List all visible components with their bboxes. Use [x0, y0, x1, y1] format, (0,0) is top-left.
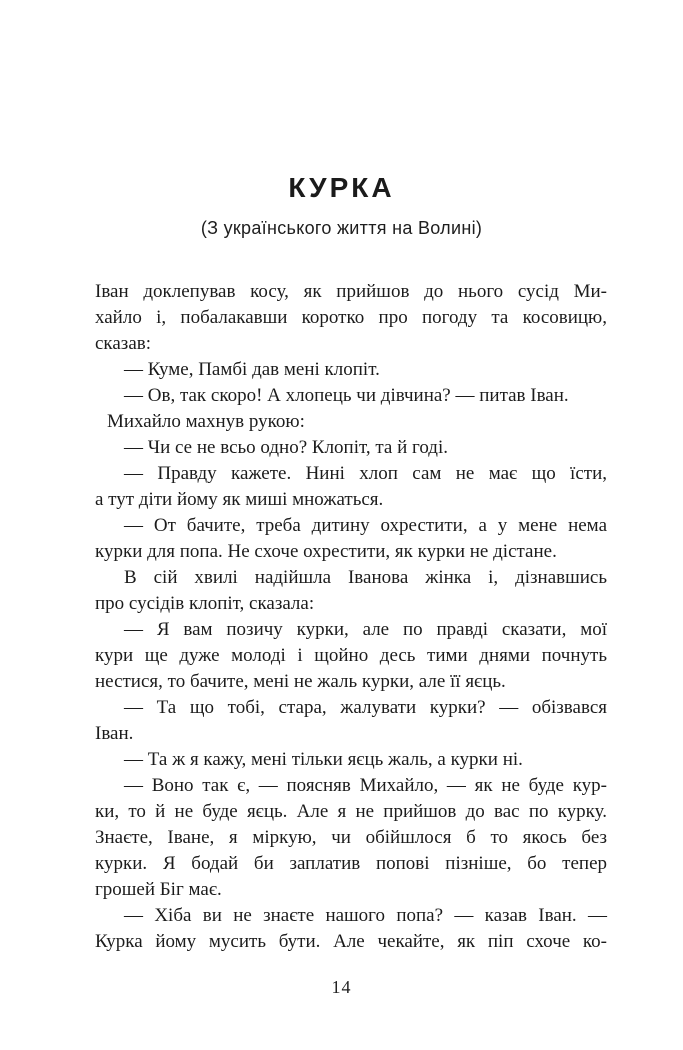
text-line: — Правду кажете. Нині хлоп сам не має що їсти,: [124, 463, 607, 484]
text-line: Іван.: [95, 723, 134, 744]
text-line: ки, то й не буде яєць. Але я не прийшов до вас по курку.: [95, 801, 607, 822]
text-line: — Та що тобі, стара, жалувати курки? — обізвався: [124, 697, 607, 718]
text-line: В сій хвилі надійшла Іванова жінка і, дізнавшись: [124, 567, 607, 588]
body-text: [95, 279, 607, 955]
text-line: хайло і, побалакавши коротко про погоду та косовицю,: [95, 307, 607, 328]
text-line: — Та ж я кажу, мені тільки яєць жаль, а курки ні.: [124, 749, 523, 770]
text-line: курки. Я бодай би заплатив попові пізніше, бо тепер: [95, 853, 607, 874]
text-line: курки для попа. Не схоче охрестити, як курки не дістане.: [95, 541, 557, 562]
text-line: Іван доклепував косу, як прийшов до нього сусід Ми-: [95, 281, 607, 302]
page-subtitle: (З українського життя на Волині): [200, 218, 483, 238]
text-line: — Хіба ви не знаєте нашого попа? — казав Іван. —: [124, 905, 607, 926]
text-line: Михайло махнув рукою:: [107, 411, 305, 432]
text-line: — Ов, так скоро! А хлопець чи дівчина? — питав Іван.: [124, 385, 569, 406]
text-line: нестися, то бачите, мені не жаль курки, але її яєць.: [95, 671, 506, 692]
text-line: кури ще дуже молоді і щойно десь тими днями почнуть: [95, 645, 607, 666]
text-line: — Воно так є, — поясняв Михайло, — як не буде кур-: [124, 775, 607, 796]
text-line: грошей Біг має.: [95, 879, 222, 900]
text-line: — Чи се не всьо одно? Клопіт, та й годі.: [124, 437, 448, 458]
text-line: а тут діти йому як миші множаться.: [95, 489, 384, 510]
text-line: — Куме, Памбі дав мені клопіт.: [124, 359, 380, 380]
text-line: — Я вам позичу курки, але по правді сказати, мої: [124, 619, 607, 640]
text-line: про сусідів клопіт, сказала:: [95, 593, 315, 614]
text-line: — От бачите, треба дитину охрестити, а у мене нема: [124, 515, 607, 536]
page-title: КУРКА: [288, 172, 395, 203]
page-number: 14: [331, 977, 352, 997]
text-line: Знаєте, Іване, я міркую, чи обійшлося б то якось без: [95, 827, 607, 848]
text-line: Курка йому мусить бути. Але чекайте, як піп схоче ко-: [95, 931, 607, 952]
text-line: сказав:: [95, 333, 151, 354]
